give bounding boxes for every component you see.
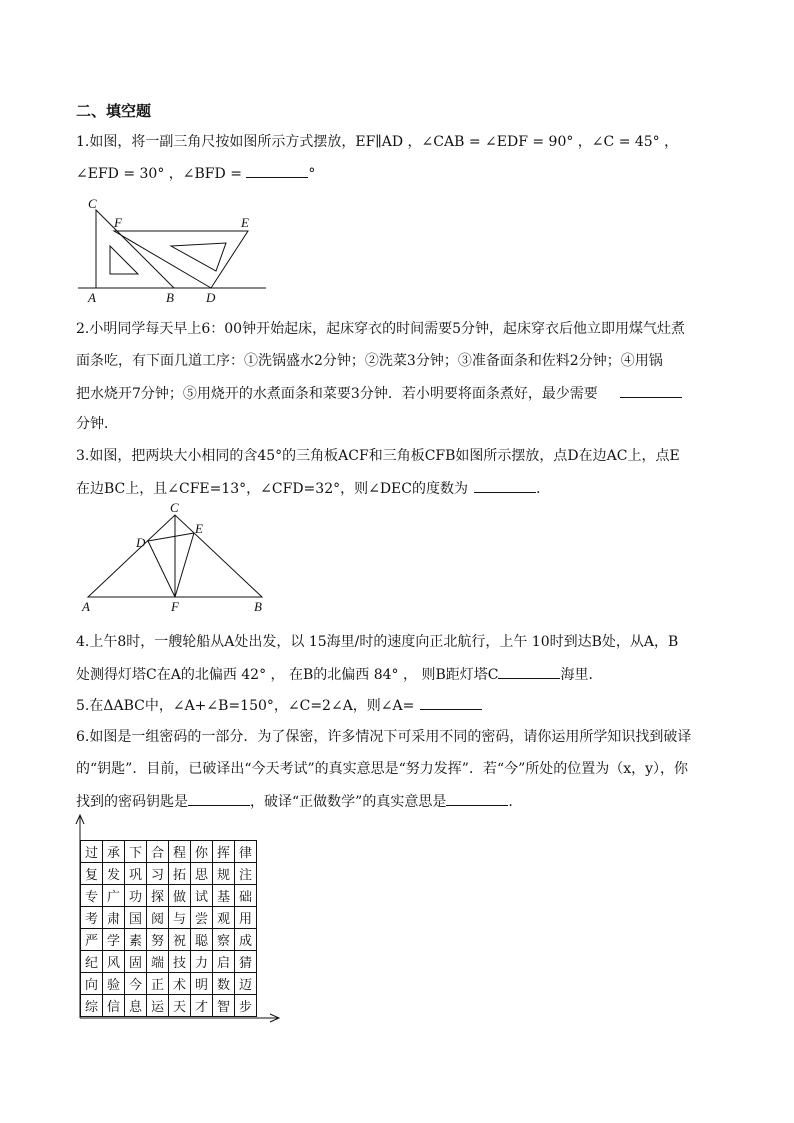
q5-answer-blank[interactable]	[420, 695, 482, 710]
grid-cell: 试	[191, 885, 213, 907]
grid-row	[81, 907, 257, 929]
grid-cell: 努	[147, 929, 169, 951]
q1-label-b: B	[166, 290, 174, 305]
q6-meaning-blank[interactable]	[446, 791, 508, 806]
q1-triangle-fed	[114, 231, 248, 288]
q1-degree: °	[308, 166, 316, 182]
grid-cell: 规	[213, 863, 235, 885]
grid-cell: 考	[81, 907, 103, 929]
q2-line3	[76, 383, 721, 404]
grid-cell: 拓	[169, 863, 191, 885]
grid-cell: 你	[191, 841, 213, 863]
q5-line1	[76, 695, 721, 716]
q3-line1: 3.如图，把两块大小相同的含45°的三角板ACF和三角板CFB如图所示摆放，点D在边AC上，点E	[76, 448, 680, 464]
grid-row	[81, 885, 257, 907]
grid-cell: 合	[147, 841, 169, 863]
q2-line1: 2.小明同学每天早上6：00钟开始起床，起床穿衣的时间需要5分钟，起床穿衣后他立即用煤气灶煮	[76, 321, 685, 337]
grid-cell: 基	[213, 885, 235, 907]
grid-cell: 验	[103, 973, 125, 995]
grid-cell: 巩	[125, 863, 147, 885]
grid-cell: 祝	[169, 929, 191, 951]
q1-triangle-inner-1	[110, 246, 138, 274]
grid-row	[81, 995, 257, 1017]
grid-cell: 挥	[213, 841, 235, 863]
q3-line-df	[148, 541, 175, 597]
q4-answer-blank[interactable]	[498, 664, 560, 679]
grid-cell: 启	[213, 951, 235, 973]
q3-line2	[76, 478, 721, 499]
q6-line3	[76, 791, 721, 812]
q4-line2-text: 处测得灯塔C在A的北偏西 42° ， 在B的北偏西 84° ， 则B距灯塔C	[76, 667, 499, 683]
q6-line1: 6.如图是一组密码的一部分．为了保密，许多情况下可采用不同的密码，请你运用所学知识找到破译	[76, 729, 692, 745]
grid-cell: 技	[169, 951, 191, 973]
q5-line1-text: 5.在ΔABC中，∠A+∠B=150°，∠C=2∠A，则∠A=	[76, 698, 415, 714]
grid-cell: 正	[147, 973, 169, 995]
q1-label-a: A	[88, 290, 96, 305]
q3-label-c: C	[170, 500, 179, 515]
grid-cell: 固	[125, 951, 147, 973]
q2-line2: 面条吃，有下面几道工序：①洗锅盛水2分钟；②洗菜3分钟；③准备面条和佐料2分钟；④用锅	[76, 353, 663, 369]
grid-cell: 思	[191, 863, 213, 885]
grid-cell: 风	[103, 951, 125, 973]
grid-cell: 迈	[235, 973, 257, 995]
grid-cell: 国	[125, 907, 147, 929]
grid-cell: 运	[147, 995, 169, 1017]
q1-figure	[76, 196, 276, 306]
grid-cell: 复	[81, 863, 103, 885]
grid-cell: 力	[191, 951, 213, 973]
q1-line2-text: ∠EFD = 30° ，∠BFD =	[76, 166, 247, 182]
grid-cell: 向	[81, 973, 103, 995]
grid-cell: 律	[235, 841, 257, 863]
grid-cell: 发	[103, 863, 125, 885]
grid-cell: 聪	[191, 929, 213, 951]
grid-cell: 习	[147, 863, 169, 885]
q3-label-d: D	[136, 535, 146, 550]
grid-cell: 纪	[81, 951, 103, 973]
q1-label-f: F	[114, 215, 122, 230]
section-title: 二、填空题	[76, 102, 152, 120]
q3-label-e: E	[195, 521, 203, 536]
q1-line2	[76, 163, 721, 184]
grid-row	[81, 863, 257, 885]
q1-triangle-acb	[96, 210, 174, 288]
grid-cell: 今	[125, 973, 147, 995]
grid-cell: 步	[235, 995, 257, 1017]
grid-cell: 端	[147, 951, 169, 973]
grid-cell: 才	[191, 995, 213, 1017]
grid-cell: 成	[235, 929, 257, 951]
grid-cell: 信	[103, 995, 125, 1017]
q3-line2-text: 在边BC上，且∠CFE=13°，∠CFD=32°，则∠DEC的度数为	[76, 481, 468, 497]
q1-label-d: D	[206, 290, 216, 305]
grid-cell: 程	[169, 841, 191, 863]
grid-cell: 猜	[235, 951, 257, 973]
grid-cell: 阅	[147, 907, 169, 929]
q1-triangle-inner-2	[171, 243, 226, 271]
grid-row	[81, 973, 257, 995]
grid-cell: 天	[169, 995, 191, 1017]
grid-cell: 察	[213, 929, 235, 951]
grid-cell: 注	[235, 863, 257, 885]
grid-cell: 肃	[103, 907, 125, 929]
q6-period: .	[508, 794, 513, 810]
grid-cell: 严	[81, 929, 103, 951]
grid-row	[81, 929, 257, 951]
q3-line-ef	[175, 533, 194, 597]
grid-cell: 尝	[191, 907, 213, 929]
q3-label-f: F	[171, 599, 179, 614]
q6-key-blank[interactable]	[188, 791, 250, 806]
q6-line3-text-b: ，破译“正做数学”的真实意思是	[250, 794, 447, 810]
q3-answer-blank[interactable]	[474, 478, 536, 493]
grid-cell: 息	[125, 995, 147, 1017]
q3-figure	[78, 500, 278, 615]
q1-line1: 1.如图，将一副三角尺按如图所示方式摆放，EF∥AD ，∠CAB = ∠EDF = 90° ，∠C = 45° ，	[76, 134, 679, 150]
grid-row	[81, 841, 257, 863]
grid-cell: 素	[125, 929, 147, 951]
grid-cell: 与	[169, 907, 191, 929]
grid-cell: 础	[235, 885, 257, 907]
grid-cell: 承	[103, 841, 125, 863]
grid-cell: 明	[191, 973, 213, 995]
grid-cell: 专	[81, 885, 103, 907]
q1-answer-blank[interactable]	[246, 163, 308, 178]
grid-cell: 做	[169, 885, 191, 907]
q4-line2	[76, 664, 721, 685]
q6-line2: 的“钥匙”．目前，已破译出“今天考试”的真实意思是“努力发挥”．若“今”所处的位置为（x，y），你	[76, 761, 689, 777]
grid-cell: 学	[103, 929, 125, 951]
q6-cipher-grid	[80, 840, 257, 1017]
grid-cell: 功	[125, 885, 147, 907]
q1-label-e: E	[241, 215, 249, 230]
grid-cell: 观	[213, 907, 235, 929]
q3-label-b: B	[254, 599, 262, 614]
grid-cell: 广	[103, 885, 125, 907]
grid-row	[81, 951, 257, 973]
q3-label-a: A	[82, 599, 90, 614]
grid-cell: 探	[147, 885, 169, 907]
q4-line1: 4.上午8时，一艘轮船从A处出发，以 15海里/时的速度向正北航行，上午 10时到达B处，从A，B	[76, 634, 679, 650]
grid-cell: 用	[235, 907, 257, 929]
q4-unit: 海里．	[560, 667, 603, 683]
q2-line4: 分钟．	[76, 416, 118, 432]
q1-label-c: C	[88, 196, 97, 211]
grid-cell: 智	[213, 995, 235, 1017]
q3-period: .	[536, 481, 541, 497]
q2-answer-blank[interactable]	[620, 383, 682, 398]
q2-line3-text: 把水烧开7分钟；⑤用烧开的水煮面条和菜要3分钟．若小明要将面条煮好，最少需要	[76, 386, 598, 402]
grid-cell: 过	[81, 841, 103, 863]
grid-cell: 综	[81, 995, 103, 1017]
grid-cell: 数	[213, 973, 235, 995]
q6-line3-text-a: 找到的密码钥匙是	[76, 794, 188, 810]
grid-cell: 下	[125, 841, 147, 863]
grid-cell: 术	[169, 973, 191, 995]
